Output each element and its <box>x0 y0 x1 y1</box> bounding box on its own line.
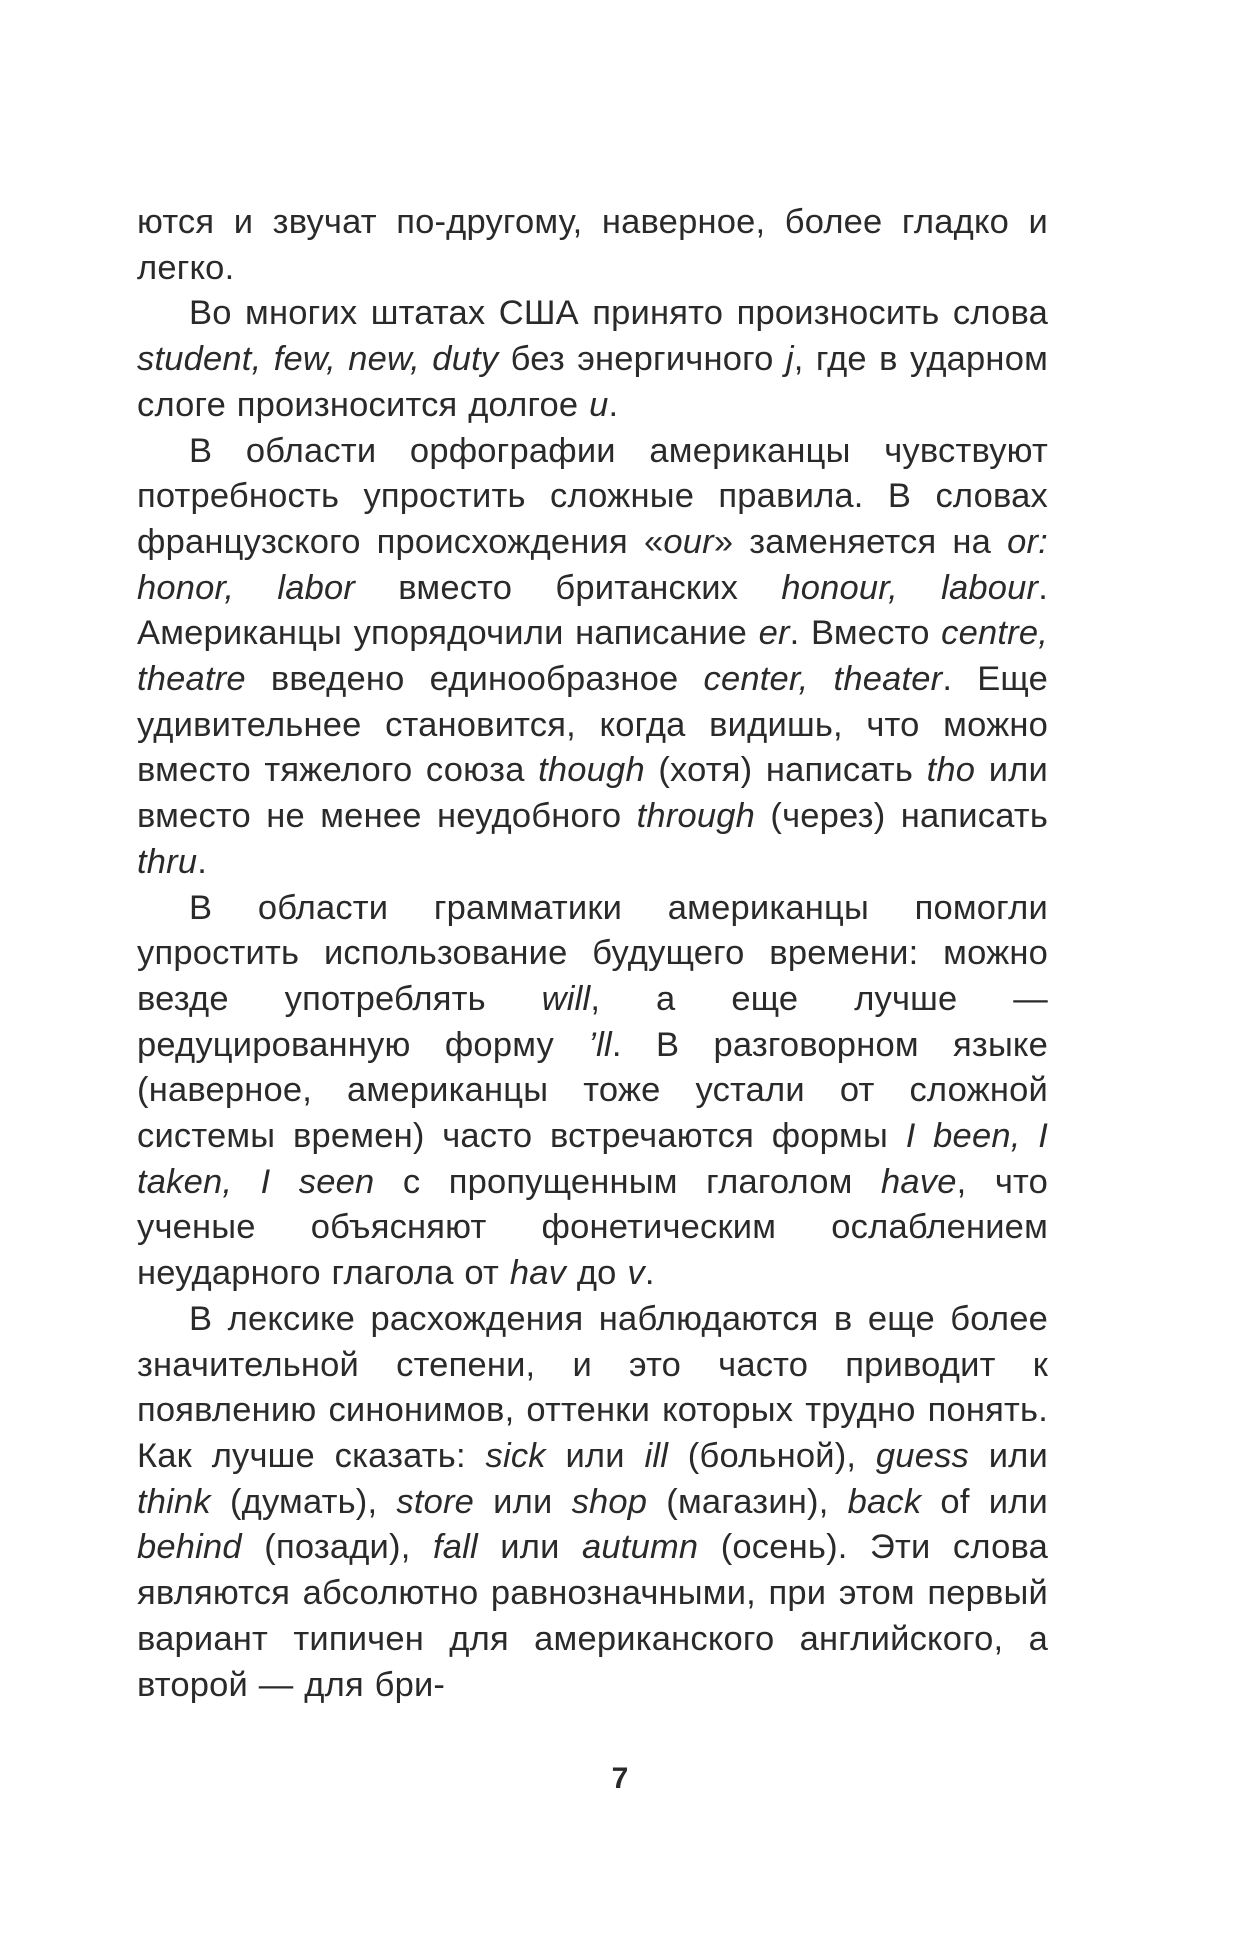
text-run: с пропущенным глаголом <box>374 1162 881 1201</box>
text-run: » заменяется на <box>713 522 1008 561</box>
italic-term: honour, labour <box>781 568 1039 607</box>
text-run: ются и звучат по-другому, наверное, более гладко и легко. <box>137 203 1048 287</box>
italic-term: or: honor, labor <box>137 522 1048 607</box>
text-run: , где в ударном слоге произносится долгое <box>137 340 1048 424</box>
text-run: . Американцы упорядочили написание <box>137 568 1048 653</box>
text-run: of или <box>921 1482 1048 1521</box>
italic-term: shop <box>571 1482 648 1521</box>
paragraph <box>137 291 1048 428</box>
text-run: Во многих штатах США принято произносить слова <box>189 294 1048 333</box>
italic-term: autumn <box>582 1528 699 1567</box>
text-run: В области орфографии американцы чувствуют потребность упростить сложные правила. В словах французского происхождения « <box>137 431 1048 561</box>
text-run: (осень). Эти слова являются абсолютно равнозначными, при этом первый вариант типичен для американского английского, а второй — для бри- <box>137 1528 1048 1704</box>
italic-term: sick <box>485 1436 546 1475</box>
italic-term: behind <box>137 1528 242 1567</box>
italic-term: fall <box>432 1528 478 1567</box>
italic-term: back <box>847 1482 922 1521</box>
text-run: до <box>566 1254 628 1293</box>
italic-term: thru <box>137 842 198 881</box>
italic-term: v <box>627 1254 645 1293</box>
italic-term: though <box>538 751 645 790</box>
italic-term: u <box>589 385 609 424</box>
paragraph <box>137 429 1048 886</box>
italic-term: j <box>785 340 794 379</box>
text-run: (позади), <box>241 1528 433 1567</box>
text-run: или <box>477 1528 583 1567</box>
text-run: (думать), <box>210 1482 397 1521</box>
italic-term: ill <box>644 1436 669 1475</box>
text-run: без энергичного <box>498 340 786 379</box>
italic-term: tho <box>926 751 976 790</box>
page-body <box>137 200 1048 1708</box>
italic-term: will <box>541 979 591 1018</box>
text-run: В области грамматики американцы помогли упростить использование будущего времени: можно везде употреблять <box>137 888 1048 1018</box>
paragraph <box>137 1297 1048 1708</box>
italic-term: centre, theatre <box>137 614 1048 699</box>
paragraph <box>137 200 1048 291</box>
italic-term: student, few, new, duty <box>137 340 499 379</box>
italic-term: have <box>880 1162 957 1201</box>
page-number: 7 <box>611 1762 629 1795</box>
text-run: В лексике расхождения наблюдаются в еще более значительной степени, и это часто приводит к появлению синонимов, оттенки которых трудно понять. Как лучше сказать: <box>137 1299 1048 1475</box>
text-run: (магазин), <box>647 1482 848 1521</box>
italic-term: hav <box>509 1254 567 1293</box>
italic-term: store <box>396 1482 475 1521</box>
paragraph <box>137 886 1048 1297</box>
text-run: (больной), <box>668 1436 876 1475</box>
italic-term: center, theater <box>703 660 943 699</box>
text-run: . Вместо <box>789 614 942 653</box>
text-run: , а еще лучше — редуцированную форму <box>137 979 1048 1064</box>
text-run: . В разговорном языке (наверное, американцы тоже устали от сложной системы времен) часто встречаются формы <box>137 1025 1049 1156</box>
text-run: . Еще удивительнее становится, когда видишь, что можно вместо тяжелого союза <box>137 660 1048 790</box>
italic-term: guess <box>875 1436 969 1475</box>
text-run: или <box>474 1482 572 1521</box>
text-run: вместо британских <box>355 568 782 607</box>
text-run: (через) написать <box>755 797 1048 836</box>
italic-term: through <box>636 797 756 836</box>
italic-term: think <box>137 1482 211 1521</box>
text-run: введено единообразное <box>245 660 704 699</box>
text-run: или <box>968 1436 1048 1475</box>
text-run: . <box>608 385 619 424</box>
text-run: , что ученые объясняют фонетическим ослаблением неударного глагола от <box>137 1162 1048 1293</box>
italic-term: our <box>663 522 714 561</box>
italic-term: I been, I taken, I seen <box>137 1117 1048 1201</box>
text-run: или <box>545 1436 645 1475</box>
italic-term: ’ll <box>588 1025 612 1064</box>
italic-term: er <box>758 614 790 653</box>
text-run: или вместо не менее неудобного <box>137 751 1048 836</box>
text-run: . <box>197 842 208 881</box>
text-run: . <box>644 1254 655 1293</box>
text-run: (хотя) написать <box>644 751 927 790</box>
